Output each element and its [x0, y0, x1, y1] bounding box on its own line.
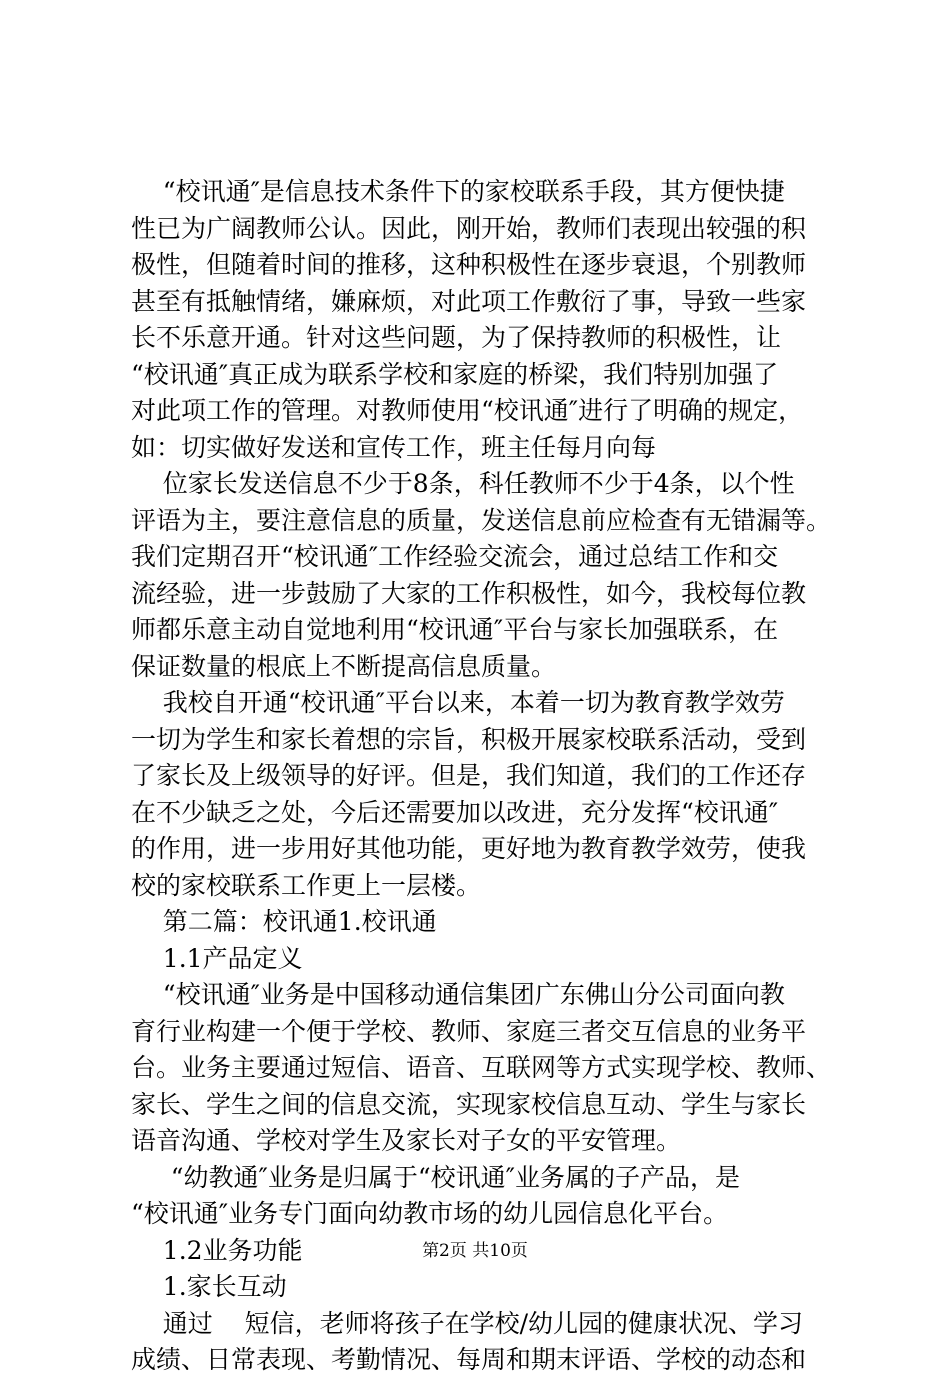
text-line: 如：切实做好发送和宣传工作，班主任每月向每: [131, 432, 657, 462]
text-line: 在不少缺乏之处，今后还需要加以改进，充分发挥“校讯通″: [131, 797, 779, 827]
text-line: 一切为学生和家长着想的宗旨，积极开展家校联系活动，受到: [131, 724, 807, 754]
text-line: 了家长及上级领导的好评。但是，我们知道，我们的工作还存: [131, 761, 807, 790]
text-line: 流经验，进一步鼓励了大家的工作积极性，如今，我校每位教: [131, 578, 807, 608]
text-line: “校讯通″业务专门面向幼教市场的幼儿园信息化平台。: [131, 1199, 729, 1228]
text-line: 位家长发送信息不少于8条，科任教师不少于4条，以个性: [131, 469, 795, 498]
page-footer: 第2页 共10页: [422, 1241, 528, 1261]
text-line: 性已为广阔教师公认。因此，刚开始，教师们表现出较强的积: [131, 213, 807, 243]
text-line: “校讯通″业务是中国移动通信集团广东佛山分公司面向教: [131, 980, 785, 1009]
text-line: 对此项工作的管理。对教师使用“校讯通″进行了明确的规定，: [131, 396, 804, 425]
text-line: 1.1产品定义: [131, 943, 303, 973]
text-line: 极性，但随着时间的推移，这种积极性在逐步衰退，个别教师: [131, 250, 807, 279]
text-line: 我们定期召开“校讯通″工作经验交流会，通过总结工作和交: [131, 542, 779, 571]
text-line: “校讯通″真正成为联系学校和家庭的桥梁，我们特别加强了: [131, 359, 779, 389]
text-line: 校的家校联系工作更上一层楼。: [131, 870, 482, 900]
text-line: 1.2业务功能: [131, 1235, 303, 1265]
text-line: 的作用，进一步用好其他功能，更好地为教育教学效劳，使我: [131, 834, 807, 863]
text-line: 育行业构建一个便于学校、教师、家庭三者交互信息的业务平: [131, 1016, 807, 1046]
text-line: “校讯通″是信息技术条件下的家校联系手段，其方便快捷: [131, 177, 785, 206]
text-line: 评语为主，要注意信息的质量，发送信息前应检查有无错漏等。: [131, 505, 831, 535]
text-line: 保证数量的根底上不断提高信息质量。: [131, 651, 557, 681]
text-line: 长不乐意开通。针对这些问题，为了保持教师的积极性，让: [131, 323, 782, 352]
text-line: 师都乐意主动自觉地利用“校讯通″平台与家长加强联系，在: [131, 615, 779, 644]
text-line: 1.家长互动: [131, 1272, 287, 1301]
text-line: 通过 短信，老师将孩子在学校/幼儿园的健康状况、学习: [131, 1308, 803, 1338]
text-line: 第二篇：校讯通1.校讯通: [131, 907, 437, 936]
text-line: “幼教通″业务是归属于“校讯通″业务属的子产品，是: [131, 1162, 740, 1192]
document-body: [131, 174, 831, 1379]
text-line: 家长、学生之间的信息交流，实现家校信息互动、学生与家长: [131, 1089, 807, 1119]
text-line: 台。业务主要通过短信、语音、互联网等方式实现学校、教师、: [131, 1053, 831, 1082]
text-line: 成绩、日常表现、考勤情况、每周和期末评语、学校的动态和: [131, 1345, 807, 1374]
text-line: 我校自开通“校讯通″平台以来，本着一切为教育教学效劳: [131, 688, 785, 717]
text-line: 甚至有抵触情绪，嫌麻烦，对此项工作敷衍了事，导致一些家: [131, 286, 807, 316]
text-line: 语音沟通、学校对学生及家长对子女的平安管理。: [131, 1126, 682, 1155]
